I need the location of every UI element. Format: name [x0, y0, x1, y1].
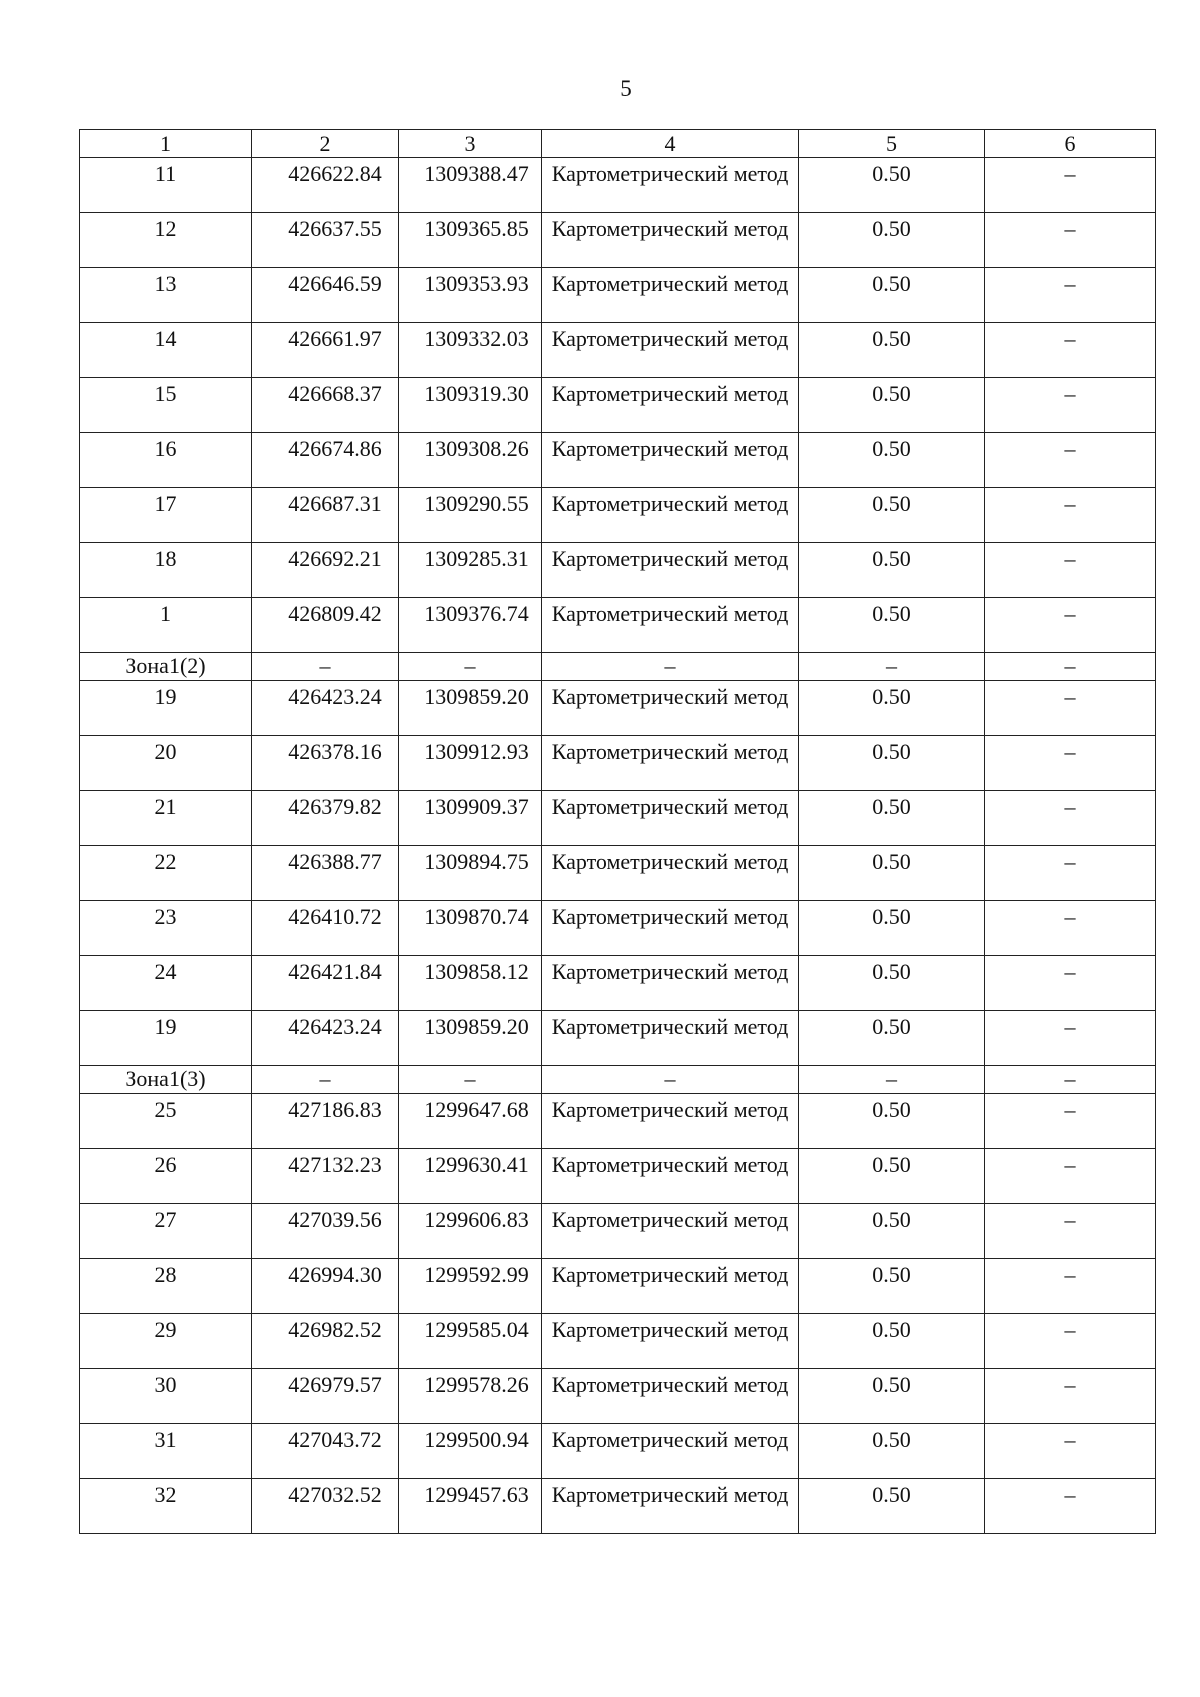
y-coordinate-cell: 1299585.04: [399, 1314, 542, 1369]
column-header: 2: [252, 130, 399, 158]
table-row: [80, 378, 1156, 433]
y-coordinate-cell: 1299578.26: [399, 1369, 542, 1424]
accuracy-cell: –: [799, 1066, 985, 1094]
accuracy-cell: 0.50: [799, 488, 985, 543]
x-coordinate-cell: 426809.42: [252, 598, 399, 653]
description-cell: –: [985, 213, 1156, 268]
description-cell: –: [985, 681, 1156, 736]
method-cell: Картометрический метод: [542, 791, 799, 846]
method-cell: Картометрический метод: [542, 681, 799, 736]
description-cell: –: [985, 543, 1156, 598]
y-coordinate-cell: 1309308.26: [399, 433, 542, 488]
table-row: [80, 433, 1156, 488]
table-row: [80, 681, 1156, 736]
description-cell: –: [985, 736, 1156, 791]
page-number: 5: [620, 76, 632, 101]
point-number-cell: 23: [80, 901, 252, 956]
table-row: [80, 268, 1156, 323]
y-coordinate-cell: 1309332.03: [399, 323, 542, 378]
method-cell: Картометрический метод: [542, 158, 799, 213]
point-number-cell: 27: [80, 1204, 252, 1259]
accuracy-cell: 0.50: [799, 846, 985, 901]
y-coordinate-cell: 1309376.74: [399, 598, 542, 653]
point-number-cell: 26: [80, 1149, 252, 1204]
x-coordinate-cell: 426661.97: [252, 323, 399, 378]
x-coordinate-cell: 427132.23: [252, 1149, 399, 1204]
table-row: [80, 158, 1156, 213]
zone-row: [80, 653, 1156, 681]
table-row: [80, 846, 1156, 901]
method-cell: Картометрический метод: [542, 1149, 799, 1204]
description-cell: –: [985, 1011, 1156, 1066]
accuracy-cell: 0.50: [799, 1369, 985, 1424]
description-cell: –: [985, 791, 1156, 846]
zone-row: [80, 1066, 1156, 1094]
method-cell: Картометрический метод: [542, 1204, 799, 1259]
y-coordinate-cell: 1309909.37: [399, 791, 542, 846]
point-number-cell: 19: [80, 1011, 252, 1066]
y-coordinate-cell: 1309870.74: [399, 901, 542, 956]
table-row: [80, 1149, 1156, 1204]
y-coordinate-cell: 1309388.47: [399, 158, 542, 213]
accuracy-cell: 0.50: [799, 1094, 985, 1149]
point-number-cell: 31: [80, 1424, 252, 1479]
column-header: 4: [542, 130, 799, 158]
x-coordinate-cell: 427032.52: [252, 1479, 399, 1534]
point-number-cell: 25: [80, 1094, 252, 1149]
table-row: [80, 598, 1156, 653]
method-cell: Картометрический метод: [542, 378, 799, 433]
y-coordinate-cell: 1309319.30: [399, 378, 542, 433]
y-coordinate-cell: –: [399, 653, 542, 681]
table-row: [80, 488, 1156, 543]
method-cell: Картометрический метод: [542, 1259, 799, 1314]
accuracy-cell: –: [799, 653, 985, 681]
point-number-cell: 21: [80, 791, 252, 846]
table-row: [80, 901, 1156, 956]
x-coordinate-cell: 427039.56: [252, 1204, 399, 1259]
table-row: [80, 1094, 1156, 1149]
table-row: [80, 1479, 1156, 1534]
x-coordinate-cell: 426379.82: [252, 791, 399, 846]
x-coordinate-cell: 426378.16: [252, 736, 399, 791]
column-header: 3: [399, 130, 542, 158]
x-coordinate-cell: 426979.57: [252, 1369, 399, 1424]
point-number-cell: 24: [80, 956, 252, 1011]
x-coordinate-cell: 426646.59: [252, 268, 399, 323]
description-cell: –: [985, 1094, 1156, 1149]
x-coordinate-cell: 426982.52: [252, 1314, 399, 1369]
x-coordinate-cell: 426674.86: [252, 433, 399, 488]
y-coordinate-cell: 1299592.99: [399, 1259, 542, 1314]
point-number-cell: 29: [80, 1314, 252, 1369]
point-number-cell: 30: [80, 1369, 252, 1424]
method-cell: Картометрический метод: [542, 598, 799, 653]
accuracy-cell: 0.50: [799, 1259, 985, 1314]
point-number-cell: 15: [80, 378, 252, 433]
y-coordinate-cell: –: [399, 1066, 542, 1094]
table-row: [80, 791, 1156, 846]
method-cell: Картометрический метод: [542, 488, 799, 543]
y-coordinate-cell: 1309912.93: [399, 736, 542, 791]
method-cell: Картометрический метод: [542, 1094, 799, 1149]
accuracy-cell: 0.50: [799, 323, 985, 378]
description-cell: –: [985, 1066, 1156, 1094]
table-row: [80, 213, 1156, 268]
table-row: [80, 543, 1156, 598]
method-cell: –: [542, 1066, 799, 1094]
x-coordinate-cell: 427043.72: [252, 1424, 399, 1479]
accuracy-cell: 0.50: [799, 681, 985, 736]
point-number-cell: 32: [80, 1479, 252, 1534]
point-number-cell: 20: [80, 736, 252, 791]
method-cell: Картометрический метод: [542, 1369, 799, 1424]
x-coordinate-cell: 426423.24: [252, 681, 399, 736]
column-header: 5: [799, 130, 985, 158]
method-cell: Картометрический метод: [542, 1479, 799, 1534]
description-cell: –: [985, 653, 1156, 681]
x-coordinate-cell: 426421.84: [252, 956, 399, 1011]
accuracy-cell: 0.50: [799, 433, 985, 488]
accuracy-cell: 0.50: [799, 1149, 985, 1204]
method-cell: Картометрический метод: [542, 736, 799, 791]
description-cell: –: [985, 158, 1156, 213]
accuracy-cell: 0.50: [799, 956, 985, 1011]
accuracy-cell: 0.50: [799, 1011, 985, 1066]
x-coordinate-cell: –: [252, 653, 399, 681]
y-coordinate-cell: 1299606.83: [399, 1204, 542, 1259]
table-row: [80, 1204, 1156, 1259]
table-row: [80, 1369, 1156, 1424]
method-cell: Картометрический метод: [542, 1011, 799, 1066]
accuracy-cell: 0.50: [799, 1424, 985, 1479]
y-coordinate-cell: 1299630.41: [399, 1149, 542, 1204]
point-number-cell: 22: [80, 846, 252, 901]
table-row: [80, 1011, 1156, 1066]
x-coordinate-cell: 427186.83: [252, 1094, 399, 1149]
x-coordinate-cell: 426994.30: [252, 1259, 399, 1314]
description-cell: –: [985, 268, 1156, 323]
x-coordinate-cell: –: [252, 1066, 399, 1094]
point-number-cell: 1: [80, 598, 252, 653]
description-cell: –: [985, 1314, 1156, 1369]
zone-label-cell: Зона1(2): [80, 653, 252, 681]
point-number-cell: 13: [80, 268, 252, 323]
method-cell: Картометрический метод: [542, 1314, 799, 1369]
column-header: 6: [985, 130, 1156, 158]
coordinates-table: [79, 129, 1156, 1534]
x-coordinate-cell: 426423.24: [252, 1011, 399, 1066]
y-coordinate-cell: 1309285.31: [399, 543, 542, 598]
description-cell: –: [985, 956, 1156, 1011]
method-cell: Картометрический метод: [542, 323, 799, 378]
method-cell: Картометрический метод: [542, 956, 799, 1011]
y-coordinate-cell: 1309894.75: [399, 846, 542, 901]
x-coordinate-cell: 426622.84: [252, 158, 399, 213]
description-cell: –: [985, 1149, 1156, 1204]
method-cell: Картометрический метод: [542, 901, 799, 956]
table-row: [80, 1424, 1156, 1479]
method-cell: –: [542, 653, 799, 681]
description-cell: –: [985, 1259, 1156, 1314]
x-coordinate-cell: 426687.31: [252, 488, 399, 543]
accuracy-cell: 0.50: [799, 543, 985, 598]
description-cell: –: [985, 901, 1156, 956]
method-cell: Картометрический метод: [542, 433, 799, 488]
accuracy-cell: 0.50: [799, 598, 985, 653]
table-row: [80, 1259, 1156, 1314]
point-number-cell: 11: [80, 158, 252, 213]
y-coordinate-cell: 1299500.94: [399, 1424, 542, 1479]
description-cell: –: [985, 598, 1156, 653]
y-coordinate-cell: 1309858.12: [399, 956, 542, 1011]
description-cell: –: [985, 1204, 1156, 1259]
y-coordinate-cell: 1309365.85: [399, 213, 542, 268]
method-cell: Картометрический метод: [542, 1424, 799, 1479]
y-coordinate-cell: 1299647.68: [399, 1094, 542, 1149]
description-cell: –: [985, 323, 1156, 378]
method-cell: Картометрический метод: [542, 268, 799, 323]
accuracy-cell: 0.50: [799, 378, 985, 433]
table-header-row: [80, 130, 1156, 158]
table-body: [80, 130, 1156, 1534]
table-row: [80, 736, 1156, 791]
table-row: [80, 1314, 1156, 1369]
y-coordinate-cell: 1299457.63: [399, 1479, 542, 1534]
table-row: [80, 323, 1156, 378]
point-number-cell: 28: [80, 1259, 252, 1314]
x-coordinate-cell: 426637.55: [252, 213, 399, 268]
x-coordinate-cell: 426410.72: [252, 901, 399, 956]
accuracy-cell: 0.50: [799, 1314, 985, 1369]
description-cell: –: [985, 846, 1156, 901]
x-coordinate-cell: 426388.77: [252, 846, 399, 901]
accuracy-cell: 0.50: [799, 213, 985, 268]
method-cell: Картометрический метод: [542, 846, 799, 901]
point-number-cell: 16: [80, 433, 252, 488]
accuracy-cell: 0.50: [799, 1479, 985, 1534]
description-cell: –: [985, 488, 1156, 543]
point-number-cell: 14: [80, 323, 252, 378]
accuracy-cell: 0.50: [799, 1204, 985, 1259]
y-coordinate-cell: 1309353.93: [399, 268, 542, 323]
accuracy-cell: 0.50: [799, 158, 985, 213]
column-header: 1: [80, 130, 252, 158]
point-number-cell: 19: [80, 681, 252, 736]
y-coordinate-cell: 1309859.20: [399, 681, 542, 736]
x-coordinate-cell: 426692.21: [252, 543, 399, 598]
description-cell: –: [985, 1369, 1156, 1424]
y-coordinate-cell: 1309290.55: [399, 488, 542, 543]
table-row: [80, 956, 1156, 1011]
accuracy-cell: 0.50: [799, 268, 985, 323]
description-cell: –: [985, 1479, 1156, 1534]
x-coordinate-cell: 426668.37: [252, 378, 399, 433]
description-cell: –: [985, 378, 1156, 433]
zone-label-cell: Зона1(3): [80, 1066, 252, 1094]
method-cell: Картометрический метод: [542, 543, 799, 598]
accuracy-cell: 0.50: [799, 736, 985, 791]
description-cell: –: [985, 433, 1156, 488]
point-number-cell: 17: [80, 488, 252, 543]
point-number-cell: 18: [80, 543, 252, 598]
y-coordinate-cell: 1309859.20: [399, 1011, 542, 1066]
accuracy-cell: 0.50: [799, 791, 985, 846]
accuracy-cell: 0.50: [799, 901, 985, 956]
method-cell: Картометрический метод: [542, 213, 799, 268]
point-number-cell: 12: [80, 213, 252, 268]
description-cell: –: [985, 1424, 1156, 1479]
